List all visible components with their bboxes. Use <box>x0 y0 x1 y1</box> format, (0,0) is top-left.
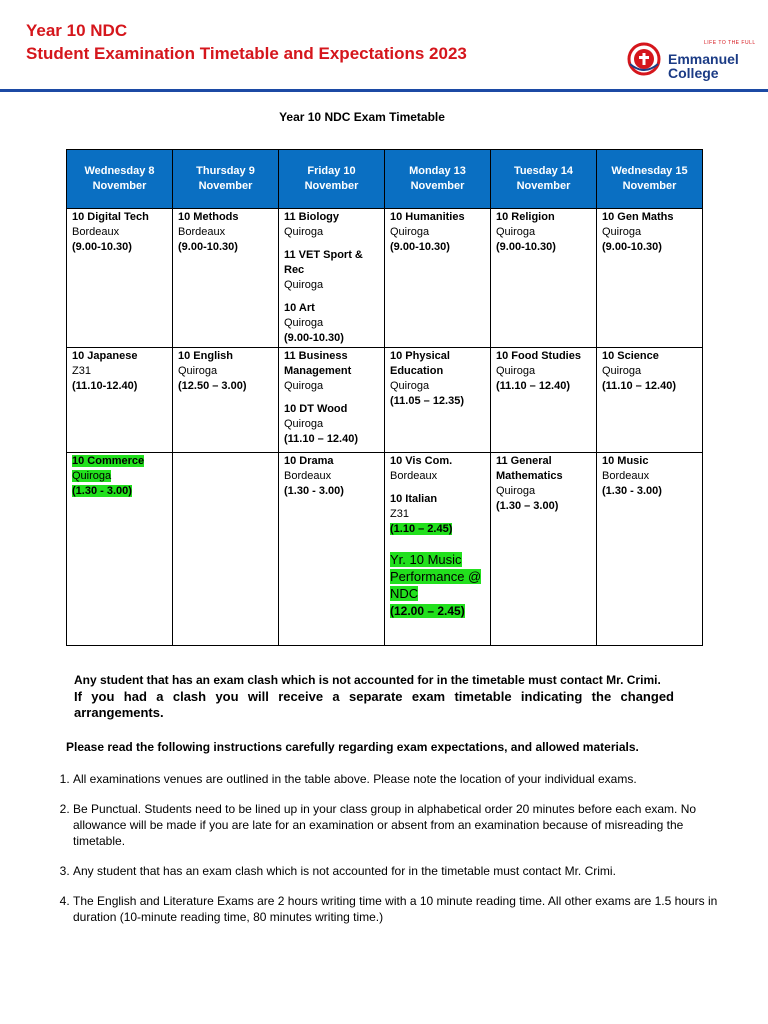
college-crest-icon <box>627 42 661 76</box>
exam-cell: 10 Humanities Quiroga (9.00-10.30) <box>385 209 491 348</box>
exam-cell: 10 Gen Maths Quiroga (9.00-10.30) <box>597 209 703 348</box>
rule-item: 1. All examinations venues are outlined in the table above. Please note the location of your individual exams. <box>73 771 723 787</box>
exam-cell-empty <box>173 453 279 646</box>
exam-rules-list <box>32 771 723 939</box>
day-header: Tuesday 14 November <box>491 150 597 209</box>
clash-notice: Any student that has an exam clash which is not accounted for in the timetable must contact Mr. Crimi. <box>74 673 661 687</box>
document-title-line2: Student Examination Timetable and Expectations 2023 <box>26 44 467 63</box>
day-header: Thursday 9 November <box>173 150 279 209</box>
exam-cell: 11 Biology Quiroga 11 VET Sport & Rec Quiroga 10 Art Quiroga (9.00-10.30) <box>279 209 385 348</box>
timetable-row-session1 <box>67 209 703 348</box>
exam-cell: 10 Japanese Z31 (11.10-12.40) <box>67 348 173 453</box>
rule-item: 4. The English and Literature Exams are 2 hours writing time with a 10 minute reading time. All other exams are 1.5 hours in duration (10-minute reading time, 80 minutes writing time.) <box>73 893 723 925</box>
document-title-line1: Year 10 NDC <box>26 21 128 40</box>
music-performance-note: Yr. 10 Music Performance @ NDC (12.00 – 2.45) <box>390 552 482 618</box>
exam-timetable <box>66 149 703 646</box>
rule-item: 2. Be Punctual. Students need to be lined up in your class group in alphabetical order 20 minutes before each exam. No allowance will be made if you are late for an examination or absent from an examination because of misreading the timetable. <box>73 801 723 849</box>
header-divider <box>0 89 768 92</box>
day-header: Friday 10 November <box>279 150 385 209</box>
rule-item: 3. Any student that has an exam clash which is not accounted for in the timetable must contact Mr. Crimi. <box>73 863 723 879</box>
instructions-heading: Please read the following instructions carefully regarding exam expectations, and allowed materials. <box>66 740 639 754</box>
logo-name-line1: Emmanuel <box>668 51 739 67</box>
exam-cell: 10 English Quiroga (12.50 – 3.00) <box>173 348 279 453</box>
logo-name-line2: College <box>668 65 719 81</box>
timetable-header-row <box>67 150 703 209</box>
exam-cell: 11 Business Management Quiroga 10 DT Wood Quiroga (11.10 – 12.40) <box>279 348 385 453</box>
exam-cell: 10 Digital Tech Bordeaux (9.00-10.30) <box>67 209 173 348</box>
exam-cell: 11 General Mathematics Quiroga (1.30 – 3.00) <box>491 453 597 646</box>
emmanuel-college-logo <box>624 40 764 86</box>
exam-cell: 10 Methods Bordeaux (9.00-10.30) <box>173 209 279 348</box>
exam-cell: 10 Vis Com. Bordeaux 10 Italian Z31 (1.10 – 2.45) Yr. 10 Music Performance @ NDC (12.00 – 2.45) <box>385 453 491 646</box>
day-header: Wednesday 8 November <box>67 150 173 209</box>
day-header: Wednesday 15 November <box>597 150 703 209</box>
day-header: Monday 13 November <box>385 150 491 209</box>
exam-cell: 10 Religion Quiroga (9.00-10.30) <box>491 209 597 348</box>
exam-cell: 10 Science Quiroga (11.10 – 12.40) <box>597 348 703 453</box>
clash-followup-notice: If you had a clash you will receive a separate exam timetable indicating the changed arrangements. <box>74 689 674 720</box>
timetable-row-session2 <box>67 348 703 453</box>
timetable-row-session3 <box>67 453 703 646</box>
exam-cell: 10 Music Bordeaux (1.30 - 3.00) <box>597 453 703 646</box>
exam-cell: 10 Physical Education Quiroga (11.05 – 12.35) <box>385 348 491 453</box>
exam-cell: 10 Drama Bordeaux (1.30 - 3.00) <box>279 453 385 646</box>
timetable-caption: Year 10 NDC Exam Timetable <box>279 110 445 124</box>
exam-cell: 10 Food Studies Quiroga (11.10 – 12.40) <box>491 348 597 453</box>
exam-cell: 10 Commerce Quiroga (1.30 - 3.00) <box>67 453 173 646</box>
logo-tagline: LIFE TO THE FULL <box>704 40 756 46</box>
